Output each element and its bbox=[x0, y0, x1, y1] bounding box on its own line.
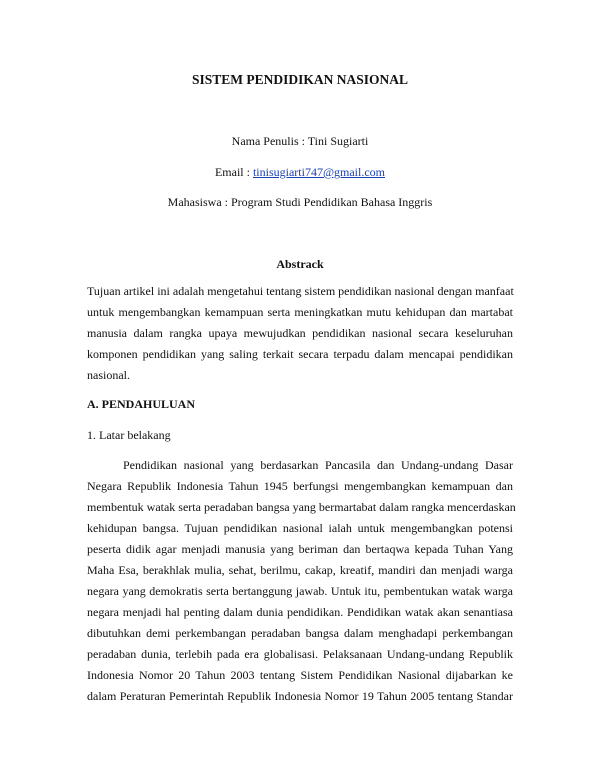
body-line: peserta didik agar menjadi manusia yang beriman dan bertaqwa kepada Tuhan Yang bbox=[87, 542, 513, 556]
author-affiliation: Mahasiswa : Program Studi Pendidikan Bahasa Inggris bbox=[167, 195, 433, 209]
author-name: Nama Penulis : Tini Sugiarti bbox=[231, 134, 369, 148]
email-label: Email : bbox=[214, 165, 253, 179]
body-line: dalam Peraturan Pemerintah Republik Indonesia Nomor 19 Tahun 2005 tentang Standar bbox=[87, 689, 513, 703]
abstract-line: nasional. bbox=[87, 368, 130, 382]
abstract-heading: Abstrack bbox=[276, 257, 324, 271]
abstract-body bbox=[87, 281, 513, 386]
body-line: Indonesia Nomor 20 Tahun 2003 tentang Sistem Pendidikan Nasional dijabarkan ke bbox=[87, 668, 513, 682]
body-line: Maha Esa, berakhlak mulia, sehat, berilmu, cakap, kreatif, mandiri dan menjadi warga bbox=[87, 563, 513, 577]
abstract-line: komponen pendidikan yang saling terkait secara terpadu dalam mencapai pendidikan bbox=[87, 347, 513, 361]
body-line: dibutuhkan demi perkembangan peradaban bangsa dalam menghadapi perkembangan bbox=[87, 626, 513, 640]
body-line: Pendidikan nasional yang berdasarkan Pancasila dan Undang-undang Dasar bbox=[123, 458, 513, 472]
author-email-line bbox=[0, 165, 600, 180]
body-paragraph bbox=[87, 455, 516, 707]
body-line: peradaban dunia, terlebih pada era globalisasi. Pelaksanaan Undang-undang Republik bbox=[87, 647, 513, 661]
section-heading: A. PENDAHULUAN bbox=[87, 397, 195, 411]
subsection-heading: 1. Latar belakang bbox=[87, 428, 171, 442]
body-line: negara yang demokratis serta bertanggung jawab. Untuk itu, pembentukan watak warga bbox=[87, 584, 513, 598]
body-line: membentuk watak serta peradaban bangsa yang bermartabat dalam rangka mencerdaskan bbox=[87, 500, 516, 514]
body-line: kehidupan bangsa. Tujuan pendidikan nasional ialah untuk mengembangkan potensi bbox=[87, 521, 513, 535]
body-line: negara menjadi hal penting dalam dunia pendidikan. Pendidikan watak akan senantiasa bbox=[87, 605, 513, 619]
abstract-line: manusia dalam rangka upaya mewujudkan pendidikan nasional secara keseluruhan bbox=[87, 326, 513, 340]
body-line: Negara Republik Indonesia Tahun 1945 berfungsi mengembangkan kemampuan dan bbox=[87, 479, 513, 493]
abstract-line: Tujuan artikel ini adalah mengetahui tentang sistem pendidikan nasional dengan manfaat bbox=[87, 284, 514, 298]
abstract-line: untuk mengembangkan kemampuan serta meningkatkan mutu kehidupan dan martabat bbox=[87, 305, 513, 319]
page-title: SISTEM PENDIDIKAN NASIONAL bbox=[191, 72, 409, 87]
email-link[interactable]: tinisugiarti747@gmail.com bbox=[252, 165, 386, 179]
